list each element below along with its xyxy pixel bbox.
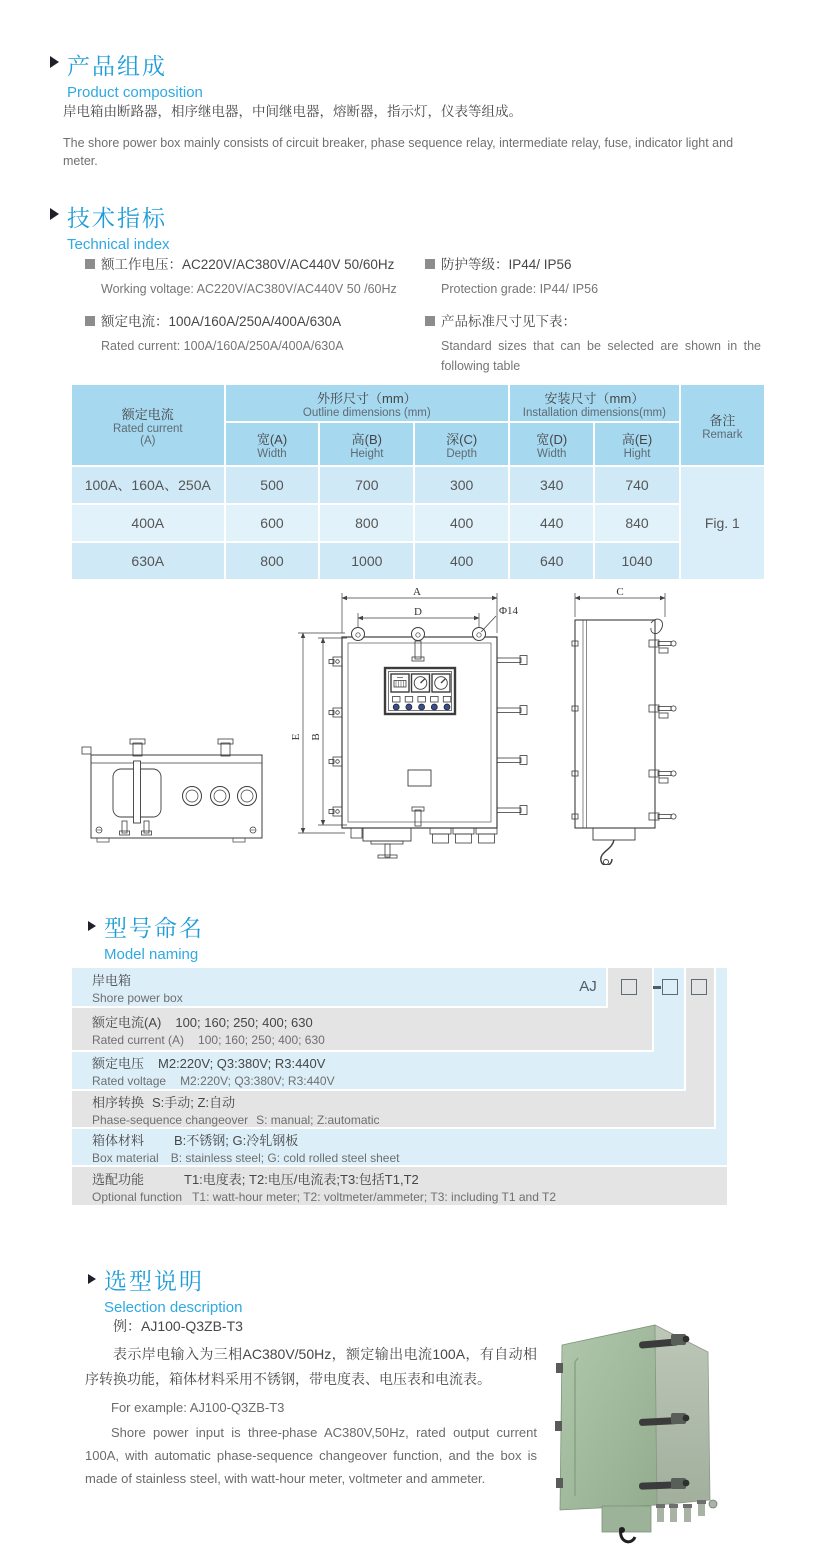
- subheader-height-b: 高(B) Height: [320, 423, 413, 465]
- triangle-bullet-icon: [88, 1274, 96, 1284]
- hinge-pin: [555, 1421, 562, 1431]
- spec-rated-current: [85, 312, 437, 356]
- subheader-depth-c: 深(C) Depth: [415, 423, 508, 465]
- subheader-height-e: 高(E) Hight: [595, 423, 678, 465]
- dim-label-dia14: Φ14: [499, 605, 519, 617]
- spec-en-text: Rated current: 100A/160A/250A/400A/630A: [101, 338, 344, 353]
- dim-label-b: B: [310, 733, 322, 741]
- triangle-bullet-icon: [88, 921, 96, 931]
- cell-value: 1000: [320, 543, 413, 579]
- section-title-en: Selection description: [104, 1299, 243, 1316]
- header-cn: 安装尺寸（mm）: [544, 390, 645, 406]
- hinge-pin: [556, 1478, 563, 1488]
- header-cn: 额定电流: [121, 406, 174, 422]
- hook-bolt: [619, 1527, 625, 1533]
- header-cn: 备注: [709, 412, 736, 428]
- cell-current: 400A: [72, 505, 224, 541]
- header-en: Outline dimensions (mm): [302, 406, 431, 419]
- spec-standard-sizes: [425, 312, 770, 376]
- section-selection-description-heading: [88, 1263, 242, 1316]
- composition-text-en: The shore power box mainly consists of circuit breaker, phase sequence relay, intermediate relay, fuse, indicator light and meter.: [63, 136, 734, 168]
- selection-body: [85, 1316, 537, 1490]
- cell-value: 300: [415, 467, 508, 503]
- outline-drawing: [75, 585, 755, 865]
- cell-value: 800: [320, 505, 413, 541]
- model-code-prefix: AJ: [579, 978, 597, 995]
- header-en: Remark: [702, 428, 743, 441]
- spec-working-voltage: [85, 255, 437, 299]
- section-title-cn: 技术指标: [67, 205, 167, 231]
- section-title-en: Product composition: [67, 84, 203, 101]
- triangle-bullet-icon: [50, 208, 59, 220]
- cell-value: 740: [595, 467, 678, 503]
- square-bullet-icon: [85, 259, 95, 269]
- spec-en-text: Standard sizes that can be selected are shown in the following table: [441, 338, 761, 373]
- spec-column-right: [425, 255, 770, 389]
- section-title-en: Model naming: [104, 946, 199, 963]
- header-remark: [681, 385, 764, 465]
- spec-cn-text: 额工作电压：AC220V/AC380V/AC440V 50/60Hz: [101, 257, 395, 272]
- square-bullet-icon: [85, 316, 95, 326]
- model-naming-table: [72, 968, 727, 1205]
- dim-label-d: D: [414, 606, 422, 618]
- section-product-composition-heading: [50, 48, 203, 101]
- product-composition-body: [63, 100, 763, 170]
- cell-current: 630A: [72, 543, 224, 579]
- cell-value: 640: [510, 543, 593, 579]
- section-technical-index-heading: [50, 200, 170, 253]
- code-dash-separator: [653, 986, 661, 989]
- cell-value: 1040: [595, 543, 678, 579]
- header-rated-current: [72, 385, 224, 465]
- section-title-cn: 产品组成: [67, 53, 167, 79]
- spec-en-text: Working voltage: AC220V/AC380V/AC440V 50 /60Hz: [101, 281, 397, 296]
- cell-remark-fig: Fig. 1: [681, 467, 764, 579]
- cell-value: 840: [595, 505, 678, 541]
- header-en: Installation dimensions(mm): [522, 406, 666, 419]
- spec-en-text: Protection grade: IP44/ IP56: [441, 281, 599, 296]
- table-row: [72, 505, 764, 541]
- pedestal: [602, 1506, 651, 1532]
- composition-text-cn: 岸电箱由断路器，相序继电器，中间继电器，熔断器，指示灯，仪表等组成。: [63, 104, 522, 119]
- spec-column-left: [85, 255, 437, 369]
- naming-row-rated-current: 额定电流(A) 100; 160; 250; 400; 630 Rated current (A) 100; 160; 250; 400; 630: [92, 1014, 325, 1047]
- example-code-en: For example: AJ100-Q3ZB-T3: [111, 1400, 285, 1415]
- example-code-cn: 例：AJ100-Q3ZB-T3: [113, 1318, 243, 1334]
- subheader-width-d: 宽(D) Width: [510, 423, 593, 465]
- dim-label-e: E: [290, 733, 302, 741]
- cell-value: 700: [320, 467, 413, 503]
- header-install-dims: [510, 385, 679, 421]
- control-panel-drawing: [385, 668, 455, 714]
- selection-text-cn: 表示岸电输入为三相AC380V/50Hz，额定输出电流100A，有自动相序转换功能，箱体材料采用不锈钢，带电度表、电压表和电流表。: [85, 1346, 537, 1387]
- cell-value: 600: [226, 505, 319, 541]
- header-outline-dims: [226, 385, 509, 421]
- header-unit: (A): [140, 434, 156, 447]
- bottom-view-drawing: [82, 739, 262, 842]
- triangle-bullet-icon: [50, 56, 59, 68]
- cell-value: 500: [226, 467, 319, 503]
- code-box-option: [691, 979, 707, 995]
- cell-value: 340: [510, 467, 593, 503]
- section-model-naming-heading: [88, 910, 204, 963]
- square-bullet-icon: [425, 259, 435, 269]
- table-row: [72, 467, 764, 503]
- cell-current: 100A、160A、250A: [72, 467, 224, 503]
- section-title-cn: 选型说明: [104, 1268, 204, 1294]
- header-cn: 外形尺寸（mm）: [316, 390, 417, 406]
- spec-protection-grade: [425, 255, 770, 299]
- naming-row-shore-power-box: 岸电箱 Shore power box: [92, 972, 183, 1005]
- cell-value: 440: [510, 505, 593, 541]
- code-box-current: [621, 979, 637, 995]
- cell-value: 400: [415, 505, 508, 541]
- spec-cn-text: 防护等级：IP44/ IP56: [441, 257, 572, 272]
- selection-text-en: Shore power input is three-phase AC380V,50Hz, rated output current 100A, with automatic phase-sequence changeover function, and the box is made of stainless steel, with watt-hour meter, voltmeter and ammeter.: [85, 1425, 537, 1486]
- cell-value: 800: [226, 543, 319, 579]
- code-box-voltage: [662, 979, 678, 995]
- spec-cn-text: 产品标准尺寸见下表：: [441, 313, 576, 329]
- naming-row-rated-voltage: 额定电压 M2:220V; Q3:380V; R3:440V Rated voltage M2:220V; Q3:380V; R3:440V: [92, 1056, 335, 1088]
- product-photo: [545, 1300, 810, 1562]
- header-en: Rated current: [112, 422, 183, 435]
- hinge-pin: [556, 1363, 563, 1373]
- subheader-width-a: 宽(A) Width: [226, 423, 319, 465]
- table-row: [72, 543, 764, 579]
- front-view-drawing: [298, 593, 527, 858]
- dim-label-a: A: [413, 586, 421, 598]
- naming-row-phase-sequence: 相序转换 S:手动; Z:自动 Phase-sequence changeover S: manual; Z:automatic: [92, 1094, 380, 1127]
- cell-value: 400: [415, 543, 508, 579]
- naming-row-optional-function: 选配功能 T1:电度表; T2:电压/电流表;T3:包括T1,T2 Optional function T1: watt-hour meter; T2: voltmeter/ammeter; T3: including T1 and T2: [92, 1171, 556, 1204]
- section-title-en: Technical index: [67, 236, 170, 253]
- section-title-cn: 型号命名: [104, 915, 204, 941]
- square-bullet-icon: [425, 316, 435, 326]
- dimension-table: [70, 383, 766, 581]
- side-view-drawing: [572, 593, 676, 865]
- naming-row-box-material: 箱体材料 B:不锈钢; G:冷轧钢板 Box material B: stainless steel; G: cold rolled steel sheet: [92, 1132, 400, 1165]
- spec-cn-text: 额定电流：100A/160A/250A/400A/630A: [101, 313, 342, 329]
- dim-label-c: C: [616, 586, 624, 598]
